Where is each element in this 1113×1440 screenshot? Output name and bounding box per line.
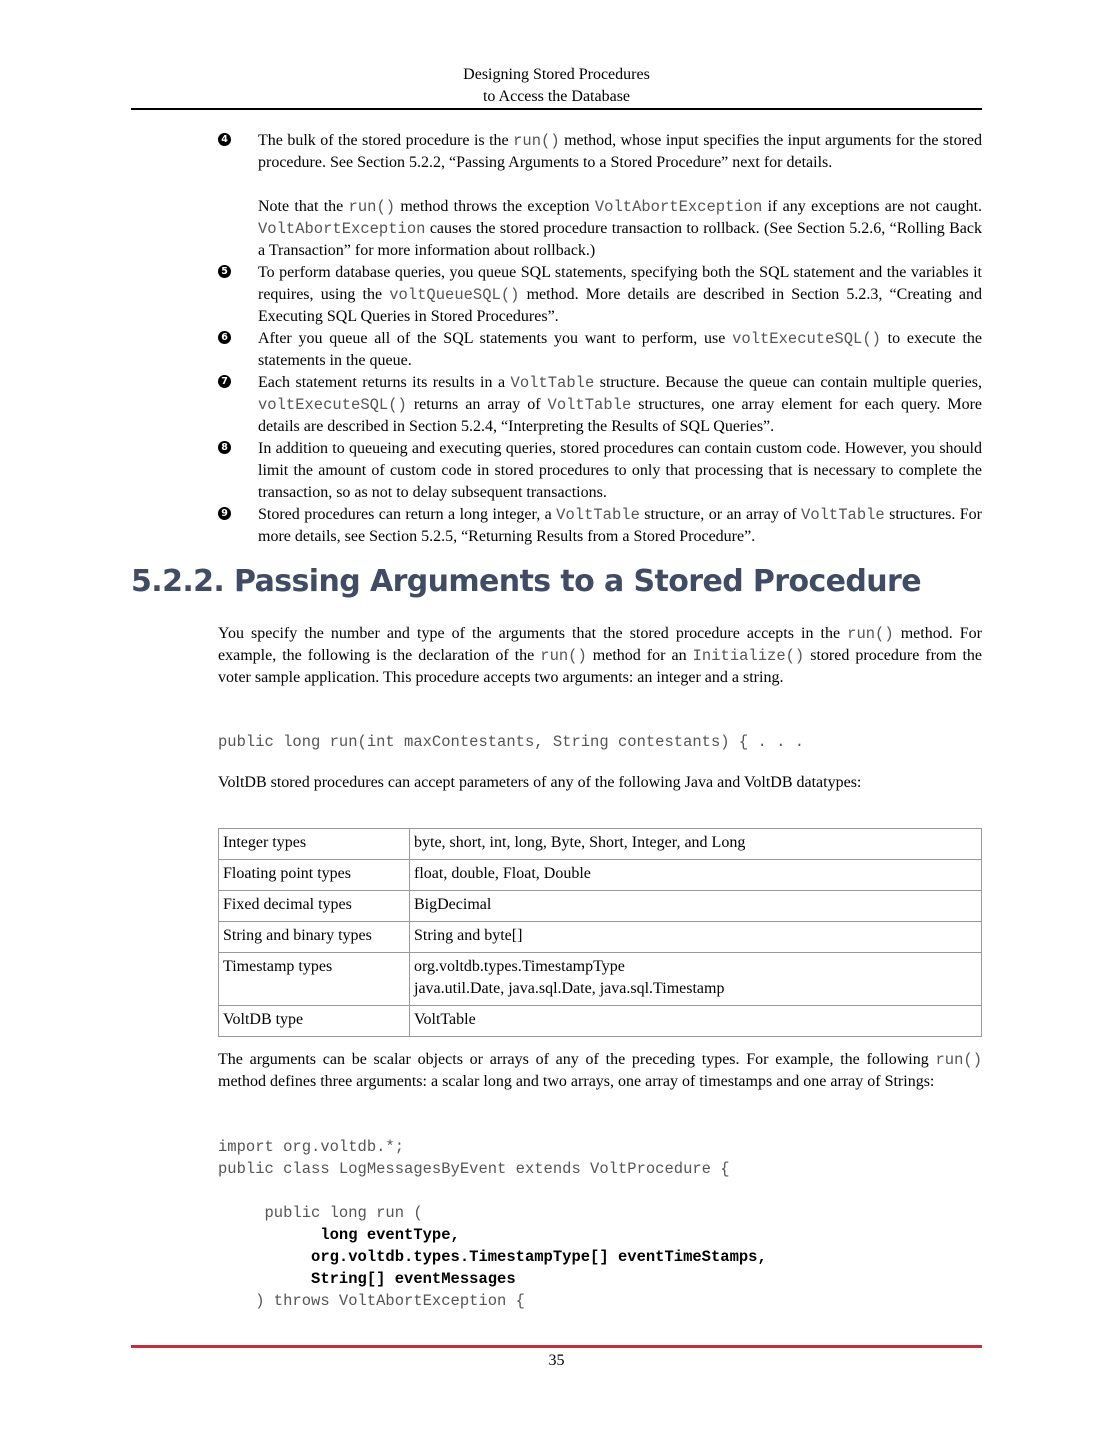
inline-code: VoltAbortException xyxy=(594,198,763,216)
footer-rule xyxy=(131,1345,982,1348)
datatypes-table xyxy=(218,828,982,1037)
callout-text xyxy=(258,438,982,504)
table-row xyxy=(219,891,982,922)
header-line-1: Designing Stored Procedures xyxy=(463,66,650,83)
header-line-2: to Access the Database xyxy=(482,88,631,105)
code-log-messages xyxy=(218,1136,767,1312)
table-row xyxy=(219,922,982,953)
text-run: Each statement returns its results in a xyxy=(258,374,511,391)
text-run: The arguments can be scalar objects or arrays of any of the preceding types. For example, the following xyxy=(218,1051,936,1068)
type-values-cell xyxy=(410,953,982,1006)
code-line xyxy=(218,1180,767,1202)
table-row xyxy=(219,829,982,860)
inline-code: VoltAbortException xyxy=(258,220,426,238)
callout-number-icon: 6 xyxy=(218,331,231,344)
text-run: In addition to queueing and executing queries, stored procedures can contain custom code. However, you should limit the amount of custom code in stored procedures to only that processing that is necessary to complete the transaction, so as not to delay subsequent transactions. xyxy=(258,440,982,501)
type-category-cell: Fixed decimal types xyxy=(219,891,410,922)
type-category-cell: Floating point types xyxy=(219,860,410,891)
callout-number-icon: 9 xyxy=(218,507,231,520)
inline-code: VoltTable xyxy=(801,506,885,524)
callout-text xyxy=(258,504,982,548)
text-run: method throws the exception xyxy=(395,198,595,215)
datatypes-paragraph: VoltDB stored procedures can accept parameters of any of the following Java and VoltDB datatypes: xyxy=(218,774,862,791)
callout-item xyxy=(218,130,982,262)
inline-code: VoltTable xyxy=(510,374,595,392)
text-run: structure, or an array of xyxy=(639,506,802,523)
section-heading: 5.2.2. Passing Arguments to a Stored Procedure xyxy=(131,564,922,599)
type-value: org.voltdb.types.TimestampType xyxy=(414,958,625,975)
inline-code: run() xyxy=(935,1051,982,1069)
text-run: method. For example, the following is the declaration of the xyxy=(218,625,982,664)
header-rule xyxy=(131,108,982,110)
text-run: To perform database queries, you queue SQL statements, specifying both the SQL statement and the variables it requires, using the xyxy=(258,264,982,303)
type-category-cell: Timestamp types xyxy=(219,953,410,1006)
callout-number-icon: 4 xyxy=(218,133,231,146)
table-row xyxy=(219,860,982,891)
type-values-cell xyxy=(410,1006,982,1037)
type-value: java.util.Date, java.sql.Date, java.sql.Timestamp xyxy=(414,980,725,997)
type-value: VoltTable xyxy=(414,1011,476,1028)
code-line: ) throws VoltAbortException { xyxy=(218,1292,525,1310)
text-run: method. More details are described in Section 5.2.3, “Creating and Executing SQL Queries in Stored Procedures”. xyxy=(258,286,982,325)
text-run: method defines three arguments: a scalar long and two arrays, one array of timestamps and one array of Strings: xyxy=(218,1073,935,1090)
code-line: public long run ( xyxy=(218,1204,423,1222)
text-run: method, whose input specifies the input arguments for the stored procedure. See Section 5.2.2, “Passing Arguments to a Stored Procedure” next for details. xyxy=(258,132,982,171)
text-run: structures. For more details, see Section 5.2.5, “Returning Results from a Stored Procedure”. xyxy=(258,506,983,545)
table-row xyxy=(219,1006,982,1037)
callout-number-icon: 8 xyxy=(218,441,231,454)
inline-code: run() xyxy=(540,647,587,665)
table-row xyxy=(219,953,982,1006)
callout-text xyxy=(258,328,982,372)
type-category-cell: VoltDB type xyxy=(219,1006,410,1037)
code-line: import org.voltdb.*; xyxy=(218,1138,405,1156)
code-line: long eventType, xyxy=(218,1226,460,1244)
text-run: After you queue all of the SQL statements you want to perform, use xyxy=(258,330,733,347)
type-values-cell xyxy=(410,922,982,953)
callout-list xyxy=(218,130,982,548)
code-run-declaration: public long run(int maxContestants, String contestants) { . . . xyxy=(218,733,804,751)
text-run: returns an array of xyxy=(406,396,548,413)
callout-text xyxy=(258,262,982,328)
text-run: Note that the xyxy=(258,198,349,215)
code-line: org.voltdb.types.TimestampType[] eventTimeStamps, xyxy=(218,1248,767,1266)
text-run: to execute the statements in the queue. xyxy=(258,330,983,369)
text-run: Stored procedures can return a long integer, a xyxy=(258,506,557,523)
running-header xyxy=(0,64,1113,108)
inline-code: voltQueueSQL() xyxy=(389,286,520,304)
type-values-cell xyxy=(410,891,982,922)
text-run: You specify the number and type of the arguments that the stored procedure accepts in the xyxy=(218,625,848,642)
type-value: String and byte[] xyxy=(414,927,523,944)
text-run: stored procedure from the voter sample application. This procedure accepts two arguments: an integer and a string. xyxy=(218,647,983,686)
callout-text xyxy=(258,372,982,438)
callout-number-icon: 5 xyxy=(218,265,231,278)
inline-code: run() xyxy=(847,625,894,643)
callout-item xyxy=(218,504,982,548)
callout-item xyxy=(218,262,982,328)
type-values-cell xyxy=(410,860,982,891)
text-run: method for an xyxy=(586,647,693,664)
text-run: if any exceptions are not caught. xyxy=(762,198,983,215)
type-category-cell: Integer types xyxy=(219,829,410,860)
callout-item xyxy=(218,438,982,504)
page-number: 35 xyxy=(548,1352,565,1369)
inline-code: voltExecuteSQL() xyxy=(258,396,407,414)
text-run: The bulk of the stored procedure is the xyxy=(258,132,514,149)
inline-code: run() xyxy=(348,198,396,216)
callout-item xyxy=(218,328,982,372)
text-run: causes the stored procedure transaction to rollback. (See Section 5.2.6, “Rolling Back a Transaction” for more information about rollback.) xyxy=(258,220,982,259)
inline-code: VoltTable xyxy=(547,396,632,414)
type-category-cell: String and binary types xyxy=(219,922,410,953)
callout-item xyxy=(218,372,982,438)
callout-text xyxy=(258,130,982,174)
text-run: structures, one array element for each query. More details are described in Section 5.2.4, “Interpreting the Results of SQL Queries”. xyxy=(258,396,983,435)
text-run: structure. Because the queue can contain multiple queries, xyxy=(594,374,982,391)
inline-code: Initialize() xyxy=(692,647,805,665)
inline-code: run() xyxy=(513,132,560,150)
type-value: float, double, Float, Double xyxy=(414,865,591,882)
inline-code: VoltTable xyxy=(556,506,640,524)
callout-number-icon: 7 xyxy=(218,375,231,388)
callout-text xyxy=(258,196,982,262)
type-value: byte, short, int, long, Byte, Short, Integer, and Long xyxy=(414,834,746,851)
type-values-cell xyxy=(410,829,982,860)
code-line: String[] eventMessages xyxy=(218,1270,516,1288)
inline-code: voltExecuteSQL() xyxy=(732,330,881,348)
code-line: public class LogMessagesByEvent extends VoltProcedure { xyxy=(218,1160,730,1178)
type-value: BigDecimal xyxy=(414,896,492,913)
arguments-paragraph xyxy=(218,1049,982,1093)
intro-paragraph xyxy=(218,623,982,689)
